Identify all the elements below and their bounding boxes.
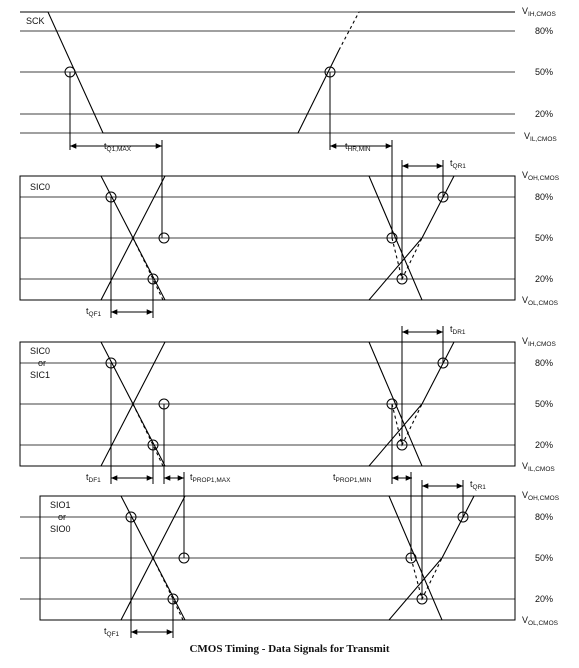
tdr1-measure xyxy=(402,324,466,336)
level-20-label: 20% xyxy=(535,440,554,450)
tqf1-measure-b xyxy=(104,626,173,638)
tqf1-measure-a xyxy=(86,306,153,318)
level-20-label: 20% xyxy=(535,274,554,284)
tprop1-max-label: $t_{PROP1,MAX}$ xyxy=(190,472,231,484)
tqf1-label: $t_{QF1}$ xyxy=(86,306,102,318)
sic0-panel xyxy=(20,140,560,318)
vih-cmos-label: $V_{IH,CMOS}$ xyxy=(522,336,556,348)
tq1-max-label: $t_{Q1,MAX}$ xyxy=(104,141,132,153)
sio1-label: SIO1 xyxy=(50,500,71,510)
level-80-label: 80% xyxy=(535,358,554,368)
tdr1-label: $t_{DR1}$ xyxy=(450,324,466,336)
tdf1-label: $t_{DF1}$ xyxy=(86,472,101,484)
vil-cmos-label: $V_{IL,CMOS}$ xyxy=(522,461,555,473)
tqr1-measure-a xyxy=(402,158,466,170)
level-50-label: 50% xyxy=(535,553,554,563)
sic0-label: SIC0 xyxy=(30,182,51,192)
tqf1-label: $t_{QF1}$ xyxy=(104,626,120,638)
level-80-label: 80% xyxy=(535,192,554,202)
level-50-label: 50% xyxy=(535,67,554,77)
sic0-rise-solid xyxy=(422,176,515,238)
tprop1-min-label: $t_{PROP1,MIN}$ xyxy=(333,472,372,484)
level-20-label: 20% xyxy=(535,594,554,604)
level-20-label: 20% xyxy=(535,109,554,119)
level-50-label: 50% xyxy=(535,399,554,409)
sic01-rise-dashed xyxy=(392,404,422,445)
figure-caption: CMOS Timing - Data Signals for Transmit xyxy=(189,643,390,655)
thr-min-label: $t_{HR,MIN}$ xyxy=(345,141,371,153)
tqr1-measure-b xyxy=(422,479,486,491)
sck-label: SCK xyxy=(26,16,45,26)
tdf1-measure xyxy=(86,472,153,484)
or-label: or xyxy=(58,512,67,522)
level-80-label: 80% xyxy=(535,26,554,36)
tqr1-label: $t_{QR1}$ xyxy=(450,158,466,170)
or-label: or xyxy=(38,358,47,368)
tprop1-max-measure xyxy=(164,472,231,484)
level-80-label: 80% xyxy=(535,512,554,522)
vih-cmos-label: $V_{IH,CMOS}$ xyxy=(522,6,556,18)
sio0-label: SIO0 xyxy=(50,524,71,534)
sic0-rise-dashed xyxy=(392,238,422,279)
thr-min-measure xyxy=(330,141,392,153)
tq1-max-measure xyxy=(70,141,162,153)
sck-panel xyxy=(20,6,557,150)
sic01-waveform-b xyxy=(133,404,422,466)
level-50-label: 50% xyxy=(535,233,554,243)
sic01-rise-solid xyxy=(422,342,515,404)
vol-cmos-label: $V_{OL,CMOS}$ xyxy=(522,615,558,627)
sio-waveform-b xyxy=(153,558,442,620)
sck-waveform xyxy=(20,12,339,133)
sic0-label: SIC0 xyxy=(30,346,51,356)
sic0-waveform-b xyxy=(133,238,422,300)
sic0-or-sic1-panel xyxy=(20,326,556,484)
vol-cmos-label: $V_{OL,CMOS}$ xyxy=(522,295,558,307)
sio1-or-sio0-panel xyxy=(20,472,560,638)
tqr1-label: $t_{QR1}$ xyxy=(470,479,486,491)
tprop1-min-measure xyxy=(333,472,412,484)
vil-cmos-label: $V_{IL,CMOS}$ xyxy=(524,131,557,143)
sic1-label: SIC1 xyxy=(30,370,51,380)
voh-cmos-label: $V_{OH,CMOS}$ xyxy=(522,170,560,182)
voh-cmos-label: $V_{OH,CMOS}$ xyxy=(522,490,560,502)
sio-rise-solid xyxy=(442,496,515,558)
